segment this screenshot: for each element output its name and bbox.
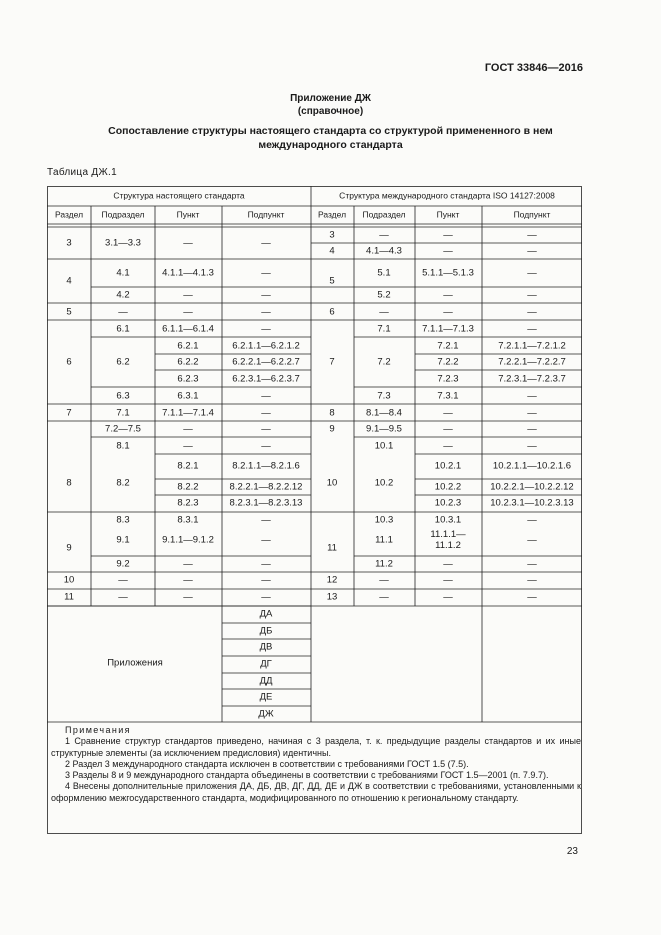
table-cell: — (183, 289, 193, 301)
table-cell: 8.1—8.4 (366, 407, 402, 419)
notes-heading: Примечания (65, 725, 131, 735)
table-cell: — (183, 237, 193, 249)
table-cell: — (379, 229, 389, 241)
table-cell: 11.1.1—11.1.2 (430, 529, 466, 551)
note-item: 1 Сравнение структур стандартов приведено, начиная с 3 раздела, т. к. предыдущие разделы стандартов и их иные структурные элементы (за исключением предисловия) идентичны. (51, 736, 581, 758)
table-cell: 7.3 (377, 390, 391, 402)
table-cell: 4 (329, 245, 335, 257)
table-cell: 10.2.3.1—10.2.3.13 (490, 497, 574, 509)
table-cell: — (527, 423, 537, 435)
table-cell: — (261, 323, 271, 335)
table-cell: — (527, 574, 537, 586)
annex-subtitle: (справочное) (297, 106, 364, 117)
table-cell: — (183, 423, 193, 435)
table-cell: — (527, 267, 537, 279)
group-header-left: Структура настоящего стандарта (113, 190, 245, 201)
table-cell: 7.1.1—7.1.3 (422, 323, 474, 335)
table-cell: — (379, 574, 389, 586)
table-cell: — (527, 558, 537, 570)
table-cell: 8.3 (116, 514, 130, 526)
table-cell: 7.2.1 (437, 340, 459, 352)
table-cell: 8.2.2.1—8.2.2.12 (229, 481, 303, 493)
table-cell: 6.2.2.1—6.2.2.7 (232, 356, 300, 368)
appendix-cell: ДЕ (259, 691, 273, 703)
page-number: 23 (566, 846, 578, 857)
table-cell: — (183, 574, 193, 586)
appendix-cell: ДВ (259, 641, 273, 653)
table-cell: 5.1 (377, 267, 391, 279)
table-cell: 13 (326, 591, 338, 603)
table-cell: 10.2.1 (434, 460, 462, 472)
table-cell: — (261, 306, 271, 318)
table-cell: — (183, 558, 193, 570)
table-cell: — (118, 306, 128, 318)
table-cell: 6.2.3 (177, 373, 199, 385)
table-cell: 7.2.3.1—7.2.3.7 (498, 373, 566, 385)
table-cell: 9.1—9.5 (366, 423, 402, 435)
table-cell: — (527, 229, 537, 241)
table-cell: — (527, 407, 537, 419)
table-cell: — (527, 306, 537, 318)
table-cell: 4.1.1—4.1.3 (162, 267, 214, 279)
table-cell: 10.3 (374, 514, 394, 526)
table-notes (51, 725, 581, 804)
table-cell: — (261, 390, 271, 402)
table-cell: 7.2 (377, 356, 391, 368)
table-cell: — (261, 237, 271, 249)
table-cell: — (261, 574, 271, 586)
table-cell: 5.2 (377, 289, 391, 301)
table-cell: 8 (66, 477, 72, 489)
table-cell: 10.2.2 (434, 481, 462, 493)
table-cell: 7.2—7.5 (105, 423, 141, 435)
annex-title: Приложение ДЖ (290, 93, 371, 104)
table-cell: 11 (64, 591, 74, 603)
table-cell: 6.1 (116, 323, 130, 335)
table-cell: 10.2 (374, 477, 394, 489)
table-cell: 9 (66, 542, 72, 554)
table-cell: 8.2.2 (177, 481, 199, 493)
table-cell: — (443, 407, 453, 419)
appendix-cell: ДД (259, 675, 273, 687)
table-cell: 3 (329, 229, 335, 241)
table-cell: 5 (66, 306, 72, 318)
table-cell: 12 (326, 574, 338, 586)
appendix-cell: ДГ (260, 658, 272, 670)
table-cell: 8.1 (116, 440, 130, 452)
table-cell: — (443, 229, 453, 241)
col-header: Раздел (54, 209, 84, 220)
table-cell: 5 (329, 275, 335, 287)
table-cell: — (527, 534, 537, 546)
table-cell: — (118, 574, 128, 586)
table-cell: 10 (326, 477, 338, 489)
col-header: Подпункт (513, 209, 551, 220)
appendix-cell: ДЖ (258, 708, 274, 720)
table-cell: — (443, 289, 453, 301)
table-cell: 6.2.2 (177, 356, 199, 368)
col-header: Раздел (317, 209, 347, 220)
table-cell: 4.2 (116, 289, 130, 301)
table-cell: 11.1 (375, 534, 393, 546)
table-cell: — (443, 306, 453, 318)
table-cell: — (261, 558, 271, 570)
table-cell: — (443, 574, 453, 586)
table-cell: — (527, 440, 537, 452)
note-item: 2 Раздел 3 международного стандарта исключен в соответствии с требованиями ГОСТ 1.5 (7.5). (65, 758, 469, 769)
table-cell: 4.1—4.3 (366, 245, 402, 257)
table-cell: — (261, 407, 271, 419)
table-cell: 6.2.3.1—6.2.3.7 (232, 373, 300, 385)
table-cell: 8 (329, 407, 335, 419)
table-cell: 9.1 (116, 534, 130, 546)
table-cell: 8.2.1.1—8.2.1.6 (232, 460, 300, 472)
table-cell: 9.1.1—9.1.2 (162, 534, 214, 546)
group-header-right: Структура международного стандарта ISO 14127:2008 (339, 190, 555, 201)
table-cell: 7.2.3 (437, 373, 459, 385)
table-cell: — (183, 440, 193, 452)
table-cell: 11 (327, 542, 337, 554)
table-cell: 6.2.1.1—6.2.1.2 (232, 340, 300, 352)
table-cell: 6.2.1 (177, 340, 199, 352)
table-cell: 8.2.1 (177, 460, 199, 472)
table-cell: 10.2.3 (434, 497, 462, 509)
table-cell: — (261, 267, 271, 279)
table-cell: 6.3 (116, 390, 130, 402)
table-caption: Таблица ДЖ.1 (47, 167, 117, 178)
table-cell: — (379, 306, 389, 318)
col-header: Подпункт (247, 209, 285, 220)
table-cell: — (443, 558, 453, 570)
table-cell: 8.2.3.1—8.2.3.13 (229, 497, 303, 509)
table-cell: 4 (66, 275, 72, 287)
note-item: 3 Разделы 8 и 9 международного стандарта объединены в соответствии с требованиями ГОСТ 1.5—2001 (п. 7.9.7). (65, 770, 549, 781)
table-cell: 4.1 (116, 267, 130, 279)
table-cell: — (443, 245, 453, 257)
col-header: Пункт (176, 209, 200, 220)
table-cell: — (261, 514, 271, 526)
table-cell: 8.3.1 (177, 514, 199, 526)
annex-heading (0, 92, 661, 118)
table-cell: — (261, 591, 271, 603)
table-cell: 10 (63, 574, 75, 586)
note-item: 4 Внесены дополнительные приложения ДА, ДБ, ДВ, ДГ, ДД, ДЕ и ДЖ в соответствии с требованиями, установленными к оформлению межгосударственного стандарта, модифицированного по отношению к региональному стандарту. (51, 781, 581, 803)
table-cell: — (118, 591, 128, 603)
table-cell: 7.2.1.1—7.2.1.2 (498, 340, 566, 352)
table-cell: 9.2 (116, 558, 130, 570)
table-cell: 10.3.1 (434, 514, 462, 526)
table-cell: — (527, 289, 537, 301)
table-cell: 10.2.2.1—10.2.2.12 (490, 481, 574, 493)
table-cell: 11.2 (375, 558, 393, 570)
table-cell: — (527, 245, 537, 257)
table-cell: — (183, 306, 193, 318)
table-cell: 7.2.2.1—7.2.2.7 (498, 356, 566, 368)
table-cell: 7.1 (116, 407, 130, 419)
table-cell: 8.2 (116, 477, 130, 489)
table-cell: 10.2.1.1—10.2.1.6 (492, 460, 572, 472)
table-cell: — (261, 423, 271, 435)
table-cell: — (261, 440, 271, 452)
table-cell: 3.1—3.3 (105, 237, 141, 249)
table-cell: — (527, 390, 537, 402)
table-cell: — (443, 591, 453, 603)
table-cell: — (261, 534, 271, 546)
appendix-cell: ДА (259, 608, 273, 620)
table-cell: — (261, 289, 271, 301)
table-cell: — (527, 323, 537, 335)
appendices-label: Приложения (107, 657, 163, 669)
table-cell: 7.2.2 (437, 356, 459, 368)
heading-line-2: международного стандарта (258, 139, 403, 151)
table-cell: 10.1 (374, 440, 394, 452)
table-cell: 6.3.1 (177, 390, 199, 402)
table-cell: 8.2.3 (177, 497, 199, 509)
table-cell: 6.1.1—6.1.4 (162, 323, 214, 335)
table-cell: 6 (329, 306, 335, 318)
table-cell: 7 (329, 356, 335, 368)
table-cell: 5.1.1—5.1.3 (422, 267, 474, 279)
appendix-cell: ДБ (259, 625, 273, 637)
table-cell: 7.1.1—7.1.4 (162, 407, 214, 419)
table-cell: 7 (66, 407, 72, 419)
table-cell: — (443, 440, 453, 452)
section-heading (0, 124, 661, 152)
table-cell: 7.1 (377, 323, 391, 335)
table-cell: — (443, 423, 453, 435)
table-cell: — (183, 591, 193, 603)
table-cell: — (379, 591, 389, 603)
col-header: Подраздел (362, 209, 406, 220)
table-cell: — (527, 591, 537, 603)
table-cell: — (527, 514, 537, 526)
table-cell: 7.3.1 (437, 390, 459, 402)
table-cell: 3 (66, 237, 72, 249)
col-header: Пункт (436, 209, 460, 220)
table-cell: 6 (66, 356, 72, 368)
col-header: Подраздел (101, 209, 145, 220)
table-cell: 9 (329, 423, 335, 435)
document-code: ГОСТ 33846—2016 (484, 62, 583, 74)
heading-line-1: Сопоставление структуры настоящего стандарта со структурой примененного в нем (108, 125, 553, 137)
table-cell: 6.2 (116, 356, 130, 368)
